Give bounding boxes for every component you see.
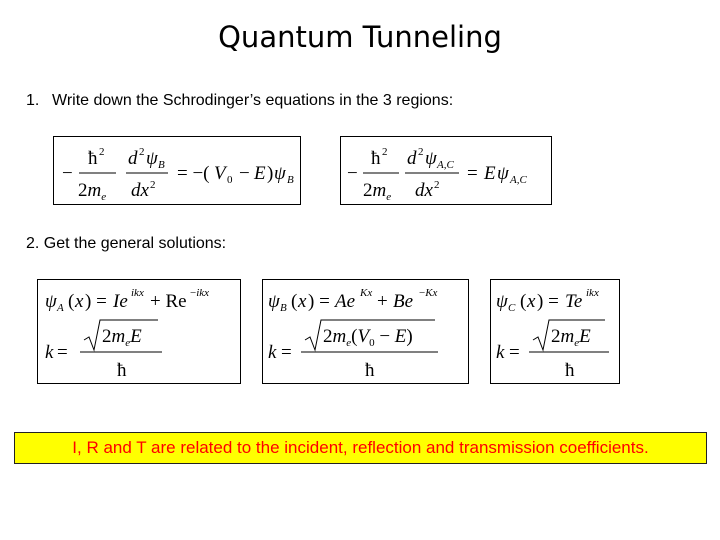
general-solution-region-b (262, 279, 469, 384)
step-1-instruction (26, 92, 453, 110)
svg-text:ħ: ħ (117, 360, 127, 381)
svg-text:ψ: ψ (45, 291, 57, 312)
svg-text:ψ: ψ (146, 148, 158, 169)
svg-text:=: = (281, 342, 292, 363)
svg-text:= −(: = −( (177, 163, 210, 184)
step-1-number: 1. (26, 92, 40, 109)
svg-text:2me: $2m_e$ (363, 180, 392, 203)
svg-text:−Kx: −Kx (419, 287, 438, 299)
svg-text:Be: Be (393, 291, 414, 312)
svg-text:Ie: Ie (113, 291, 128, 312)
svg-text:(: ( (520, 291, 527, 312)
svg-text:k: k (268, 342, 277, 363)
svg-text:2me(V0 − E): $2m_e(V_0 - E)$ (323, 326, 413, 349)
svg-text:A: A (57, 302, 64, 314)
svg-text:B: B (287, 174, 294, 186)
svg-text:(: ( (291, 291, 298, 312)
svg-text:2meE: $2m_eE$ (102, 326, 142, 349)
svg-text:x: x (75, 291, 84, 312)
svg-text:d: d (407, 148, 417, 169)
svg-text:=: = (57, 342, 68, 363)
svg-text:A,C: A,C (437, 159, 454, 171)
svg-text:dx: dx (131, 180, 149, 201)
svg-text:dx: dx (415, 180, 433, 201)
svg-text:−: − (62, 163, 73, 184)
svg-text:ħ: ħ (371, 148, 381, 169)
svg-text:=: = (509, 342, 520, 363)
schrodinger-equation-region-ac (340, 136, 552, 205)
svg-text:): ) (267, 163, 274, 184)
svg-text:2: 2 (139, 146, 145, 158)
general-solution-region-c (490, 279, 620, 384)
svg-text:0: 0 (227, 174, 233, 186)
svg-text:2: 2 (382, 146, 388, 158)
svg-text:2: 2 (99, 146, 105, 158)
svg-text:2: 2 (434, 179, 440, 191)
svg-text:) =: ) = (85, 291, 107, 312)
slide-title: Quantum Tunneling (218, 20, 502, 54)
svg-text:ħ: ħ (365, 360, 375, 381)
general-solution-region-a (37, 279, 241, 384)
svg-text:ikx: ikx (131, 287, 144, 299)
svg-text:C: C (508, 302, 516, 314)
svg-text:k: k (45, 342, 54, 363)
svg-text:) =: ) = (537, 291, 559, 312)
svg-text:2: 2 (418, 146, 424, 158)
svg-text:Ae: Ae (335, 291, 356, 312)
svg-text:+ Re: + Re (150, 291, 187, 312)
svg-text:Kx: Kx (360, 287, 373, 299)
svg-text:V: V (214, 163, 226, 184)
svg-text:Te: Te (565, 291, 583, 312)
svg-text:−: − (347, 163, 358, 184)
svg-text:ψ: ψ (425, 148, 437, 169)
svg-text:x: x (298, 291, 307, 312)
svg-text:ψ: ψ (497, 163, 509, 184)
svg-text:k: k (496, 342, 505, 363)
svg-text:2me: $2m_e$ (78, 180, 107, 203)
svg-text:) =: ) = (308, 291, 330, 312)
svg-text:ψ: ψ (274, 163, 286, 184)
svg-text:−ikx: −ikx (190, 287, 210, 299)
svg-text:=: = (467, 163, 478, 184)
coefficient-note-banner: I, R and T are related to the incident, reflection and transmission coefficients. (14, 432, 707, 464)
svg-text:E: E (484, 163, 496, 184)
svg-text:2meE: $2m_eE$ (551, 326, 591, 349)
svg-text:x: x (527, 291, 536, 312)
svg-text:(: ( (68, 291, 75, 312)
svg-text:ħ: ħ (565, 360, 575, 381)
svg-text:B: B (158, 159, 165, 171)
step-1-text: Write down the Schrodinger’s equations in the 3 regions: (52, 92, 454, 109)
svg-text:ħ: ħ (88, 148, 98, 169)
svg-text:ψ: ψ (268, 291, 280, 312)
svg-text:2: 2 (150, 179, 156, 191)
svg-text:−: − (239, 163, 250, 184)
svg-text:ikx: ikx (586, 287, 599, 299)
svg-text:ψ: ψ (496, 291, 508, 312)
schrodinger-equation-region-b (53, 136, 301, 205)
svg-text:E: E (254, 163, 266, 184)
svg-text:A,C: A,C (510, 174, 527, 186)
step-2-instruction: 2. Get the general solutions: (26, 235, 227, 252)
svg-text:+: + (377, 291, 388, 312)
svg-text:B: B (280, 302, 287, 314)
svg-text:d: d (128, 148, 138, 169)
